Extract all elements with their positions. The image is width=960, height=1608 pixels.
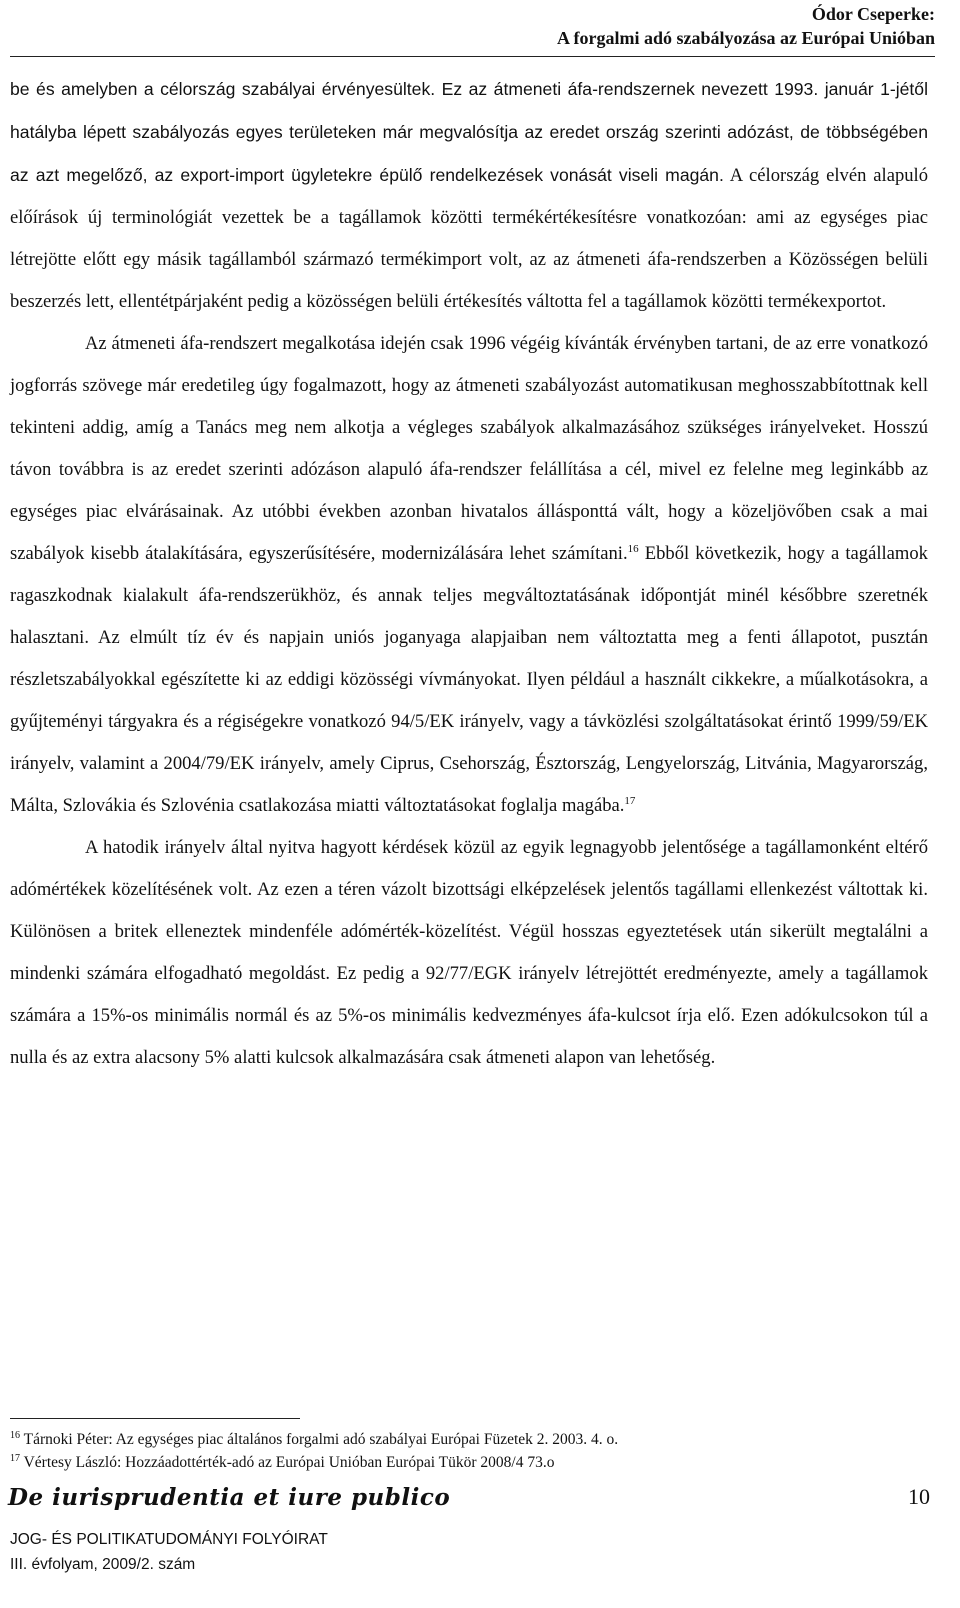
journal-subtitle: JOG- ÉS POLITIKATUDOMÁNYI FOLYÓIRAT [10,1531,328,1548]
paragraph-2-part-a: Az átmeneti áfa-rendszert megalkotása idején csak 1996 végéig kívánták érvényben tartani, de az erre vonatkozó jogforrás szövege már eredetileg úgy fogalmazott, hogy az átmeneti szabályozást automatikusan meghosszabbítottnak kell tekinteni addig, amíg a Tanács meg nem alkotja a végleges szabályok alkalmazásához szükséges irányelveket. Hosszú távon továbbra is az eredet szerinti adózáson alapuló áfa-rendszer felállítása a cél, mivel ez felelne meg leginkább az egységes piac elvárásainak. Az utóbbi években azonban hivatalos állásponttá vált, hogy a közeljövőben csak a mai szabályok kisebb átalakítására, egyszerűsítésére, modernizálására lehet számítani. [10,333,928,564]
paragraph-1-sans: be és amelyben a célország szabályai érvényesültek. Ez az átmeneti áfa-rendszernek nevezett 1993. január 1-jétől hatályba lépett szabályozás egyes területeken már megvalósítja az eredet ország szerinti adózást, de többségében az azt megelőző, az export-import ügyletekre épülő rendelkezések vonását viseli magán. [10,79,928,185]
footnote-17-number: 17 [10,1452,20,1464]
header-author: Ódor Cseperke: [811,4,935,24]
footnote-16 [10,1428,928,1451]
header-divider [10,56,935,57]
journal-info [10,1527,328,1577]
paragraph-2-part-b: Ebből következik, hogy a tagállamok ragaszkodnak kialakult áfa-rendszerükhöz, és annak teljes megváltoztatásának időpontját minél későbbre szeretnék halasztani. Az elmúlt tíz év és napjain uniós joganyaga alapjaiban nem változtatta meg a fenti állapotot, pusztán részletszabályokkal egészítette ki az eddigi közösségi vívmányokat. Ilyen például a használt cikkekre, a műalkotásokra, a gyűjteményi tárgyakra és a régiségekre vonatkozó 94/5/EK irányelv, vagy a távközlési szolgáltatásokat érintő 1999/59/EK irányelv, valamint a 2004/79/EK irányelv, amely Ciprus, Csehország, Észtország, Lengyelország, Litvánia, Magyarország, Málta, Szlovákia és Szlovénia csatlakozása miatti változtatásokat foglalja magába. [10,543,928,816]
journal-title: De iurisprudentia et iure publico [8,1484,451,1511]
paragraph-1 [10,68,928,323]
main-text [10,68,928,1079]
footnote-16-text: Tárnoki Péter: Az egységes piac általános forgalmi adó szabályai Európai Füzetek 2. 2003. 4. o. [20,1431,619,1448]
page-number: 10 [908,1484,930,1509]
header-title: A forgalmi adó szabályozása az Európai Unióban [556,28,935,48]
footnote-17-text: Vértesy László: Hozzáadottérték-adó az Európai Unióban Európai Tükör 2008/4 73.o [20,1454,555,1471]
paragraph-2 [10,323,928,827]
footnote-divider [10,1418,300,1419]
footnotes [10,1428,928,1474]
footnote-16-number: 16 [10,1429,20,1441]
paragraph-3: A hatodik irányelv által nyitva hagyott kérdések közül az egyik legnagyobb jelentősége a tagállamonként eltérő adómértékek közelítésének volt. Az ezen a téren vázolt bizottsági elképzelések jelentős tagállami ellenkezést váltottak ki. Különösen a britek elleneztek mindenféle adómérték-közelítést. Végül hosszas egyeztetések után sikerült megtalálni a mindenki számára elfogadható megoldást. Ez pedig a 92/77/EGK irányelv létrejöttét eredményezte, amely a tagállamok számára a 15%-os minimális normál és az 5%-os minimális kedvezményes áfa-kulcsot írja elő. Ezen adókulcsokon túl a nulla és az extra alacsony 5% alatti kulcsok alkalmazására csak átmeneti alapon van lehetőség. [10,837,928,1068]
running-header [10,2,935,50]
journal-issue: III. évfolyam, 2009/2. szám [10,1556,196,1573]
footnote-ref-17[interactable]: 17 [624,794,636,807]
paragraph-1-serif: A célország elvén alapuló előírások új terminológiát vezettek be a tagállamok közötti termékértékesítésre vonatkozóan: ami az egységes piac létrejötte előtt egy másik tagállamból származó termékimport volt, az az átmeneti áfa-rendszerben a Közösségen belüli beszerzés lett, ellentétpárjaként pedig a közösségen belüli értékesítés váltotta fel a tagállamok közötti termékexportot. [10,165,929,312]
footnote-17 [10,1451,928,1474]
footnote-ref-16[interactable]: 16 [627,542,639,555]
